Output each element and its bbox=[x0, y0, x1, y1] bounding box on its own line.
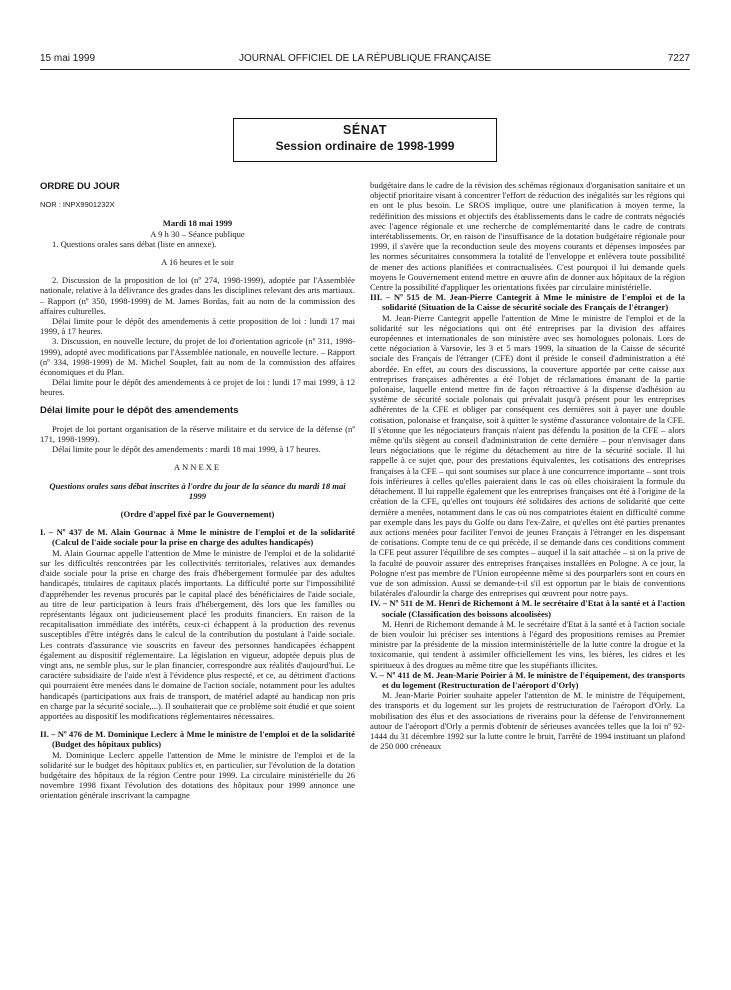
left-column-paragraph: Délai limite pour le dépôt des amendements : mardi 18 mai 1999, à 17 heures. bbox=[52, 444, 321, 455]
right-column-paragraph: budgétaire dans le cadre de la révision des schémas régionaux d'organisation sanitaire et un objectif prioritaire visant à concentrer l'effort de réduction des inégalités sur les régions qui en ont le plus besoin. Le SROS implique, outre une planification à moyen terme, la redéfinition des missions et objectifs des établissements dans le cadre de contrats négociés avec l'agence régionale et une recherche de complémentarité dans le cadre de contrats interétablissements. Or, en raison de l'insuffisance de la dotation budgétaire régionale pour 1999, il s'avère que la reconduction seule des moyens courants et dépenses imposées par les normes sécuritaires consommera la totalité de l'enveloppe et enlèvera toute possibilité de mener des actions planifiées et contractualisées. C'est pourquoi il lui demande quels moyens le Gouvernement entend mettre en œuvre afin de donner aux hôpitaux de la région Centre la possibilité d'appliquer les orientations fixées par circulaire ministérielle. bbox=[370, 180, 685, 293]
left-column-paragraph: Délai limite pour le dépôt des amendements à ce projet de loi : lundi 17 mai 1999, à 12 heures. bbox=[40, 377, 355, 398]
left-column-paragraph: A 9 h 30 – Séance publique bbox=[150, 228, 245, 239]
right-column-paragraph: M. Henri de Richemont demande à M. le secrétaire d'Etat à la santé et à l'action sociale de bien vouloir lui préciser ses intentions à l'égard des propositions remises au Premier ministre par la présidente de la mission interministérielle de la lutte contre la drogue et la toxicomanie, qui tendent à assimiler officiellement les vins, les bières, les cidres et les spiritueux à des drogues au même titre que les stupéfiants illicites. bbox=[370, 618, 685, 670]
left-column-paragraph: Mardi 18 mai 1999 bbox=[162, 218, 233, 229]
left-column-paragraph: NOR : INPX9901232X bbox=[40, 200, 115, 210]
left-column-paragraph: 1. Questions orales sans débat (liste en annexe). bbox=[52, 238, 217, 249]
right-column-paragraph: M. Jean-Marie Poirier souhaite appeler l'attention de M. le ministre de l'équipement, des transports et du logement sur les projets de restructuration de l'aéroport d'Orly. La mobilisation des élus et des associations de riverains pour la défense de l'environnement autour de l'aéroport d'Orly a permis d'obtenir de sérieuses avancées telles que la loi nº 92-1444 du 31 décembre 1992 sur la lutte contre le bruit, l'arrêté de 1994 instituant un plafond de 250 000 créneaux bbox=[370, 690, 685, 752]
header-page-number: 7227 bbox=[667, 53, 690, 64]
right-column-paragraph: IV. – Nº 511 de M. Henri de Richemont à M. le secrétaire d'Etat à la santé et à l'action sociale (Classification des boissons alcoolisées) bbox=[370, 598, 685, 619]
header-journal-title: JOURNAL OFFICIEL DE LA RÉPUBLIQUE FRANÇAISE bbox=[238, 53, 492, 64]
title-box bbox=[233, 118, 497, 162]
left-column-paragraph: Délai limite pour le dépôt des amendements à cette proposition de loi : lundi 17 mai 1999, à 17 heures. bbox=[40, 316, 355, 337]
left-column-paragraph: ANNEXE bbox=[173, 462, 222, 473]
left-column-paragraph: Projet de loi portant organisation de la réserve militaire et du service de la défense (nº 171, 1998-1999). bbox=[40, 423, 355, 445]
left-column-paragraph: Questions orales sans débat inscrites à l'ordre du jour de la séance du mardi 18 mai 1999 bbox=[49, 480, 346, 501]
header-date: 15 mai 1999 bbox=[40, 53, 96, 64]
left-column-paragraph: Délai limite pour le dépôt des amendements bbox=[40, 404, 239, 416]
left-column-paragraph: ORDRE DU JOUR bbox=[40, 181, 120, 192]
header-rule bbox=[40, 69, 690, 70]
right-column-paragraph: V. – Nº 411 de M. Jean-Marie Poirier à M. le ministre de l'équipement, des transports et du logement (Restructuration de l'aéroport d'Orly) bbox=[370, 669, 685, 690]
page-header bbox=[40, 53, 690, 67]
right-column-paragraph: III. – Nº 515 de M. Jean-Pierre Cantegrit à Mme le ministre de l'emploi et de la solidarité (Situation de la Caisse de sécurité sociale des Français de l'étranger) bbox=[370, 292, 685, 313]
left-column-paragraph: M. Dominique Leclerc appelle l'attention de Mme le ministre de l'emploi et de la solidarité sur le budget des hôpitaux publics et, en particulier, sur l'évolution de la dotation budgétaire des hôpitaux de la région Centre pour 1999. La circulaire ministérielle du 26 novembre 1998 fixant l'évolution des dotations des hôpitaux pour 1999 annonce une orientation générale inscrivant la campagne bbox=[40, 749, 355, 801]
right-column-paragraph: M. Jean-Pierre Cantegrit appelle l'attention de Mme le ministre de l'emploi et de la solidarité sur les négociations qui ont été entreprises par la division des affaires européennes et internationales de son ministère avec ses homologues polonais. Lors de cette négociation à Varsovie, les 3 et 5 mars 1999, la situation de la Caisse de sécurité sociale des Français de l'étranger (CFE) dont il préside le conseil d'administration a été abordée. En effet, au cours des discussions, la couverture apportée par cette caisse aux entreprises françaises adhérentes a été l'objet de réclamations émanant de la partie polonaise, laquelle entend mettre fin de façon rétroactive à la dispense d'adhésion au système de sécurité sociale polonais qui prévalait jusqu'à présent pour les entreprises adhérentes de la CFE et obliger par conséquent ces dernières soit à payer une double cotisation, polonaise et française, soit à quitter le système d'assurance volontaire de la CFE. Il s'étonne que les négociateurs français n'aient pas défendu la position de la CFE – alors même qu'ils siègent au conseil d'administration de cette dernière – pour n'envisager dans leurs négociations que le régime du détachement au titre de la sécurité sociale. Il lui rappelle à ce sujet que, pour des prestations équivalentes, les cotisations des entreprises françaises à la CFE – qui sont soumises sur place à une concurrence importante – sont trois fois inférieures à celles qu'elles paieraient dans le cas où elles choisiraient la formule du détachement. Il lui rappelle également que les entreprises françaises ont été à l'origine de la création de la CFE, qu'elles ont toujours été solidaires des actions de solidarité que cette dernière a menées, notamment dans le cas où nos compatriotes étaient en difficulté comme par exemple dans les pays du Golfe ou dans l'ex-Zaïre, et qu'elles ont été parties prenantes aux actions menées pour faciliter l'envoi de jeunes Français à l'étranger en les dispensant de cotisations. Compte tenu de ce qui précède, il se demande dans ces conditions comment la CFE peut assurer l'équilibre de ses comptes – auquel il la sait attachée – si on la prive de la faculté de pouvoir assurer des entreprises françaises installées en Pologne. A ce jour, la Pologne n'est pas membre de l'Union européenne même si des pourparlers sont en cours en vue de son admission. Aussi se demande-t-il s'il est opportun par le biais de conventions bilatérales d'alourdir la charge des entreprises qui œuvrent pour notre pays. bbox=[370, 312, 685, 599]
left-column bbox=[40, 182, 355, 966]
left-column-paragraph: 2. Discussion de la proposition de loi (nº 274, 1998-1999), adoptée par l'Assemblée nationale, relative à la délivrance des grades dans les disciplines relevant des arts martiaux. – Rapport (nº 350, 1998-1999) de M. James Bordas, fait au nom de la commission des affaires culturelles. bbox=[40, 275, 355, 316]
left-column-paragraph: I. – Nº 437 de M. Alain Gournac à Mme le ministre de l'emploi et de la solidarité (Calcul de l'aide sociale pour la prise en charge des adultes handicapés) bbox=[40, 527, 355, 548]
left-column-paragraph: II. – Nº 476 de M. Dominique Leclerc à Mme le ministre de l'emploi et de la solidarité (Budget des hôpitaux publics) bbox=[40, 729, 355, 750]
left-column-paragraph: 3. Discussion, en nouvelle lecture, du projet de loi d'orientation agricole (nº 311, 1998-1999), adopté avec modifications par l'Assemblée nationale, en nouvelle lecture. – Rapport (nº 334, 1998-1999) de M. Michel Souplet, fait au nom de la commission des affaires économiques et du Plan. bbox=[40, 336, 355, 378]
subtitle: Session ordinaire de 1998-1999 bbox=[275, 139, 455, 153]
left-column-paragraph: A 16 heures et le soir bbox=[161, 257, 234, 268]
right-column bbox=[370, 180, 685, 980]
title: SÉNAT bbox=[343, 123, 387, 137]
left-column-paragraph: (Ordre d'appel fixé par le Gouvernement) bbox=[120, 509, 275, 520]
left-column-paragraph: M. Alain Gournac appelle l'attention de Mme le ministre de l'emploi et de la solidarité sur les difficultés rencontrées par les collectivités territoriales, relatives aux demandes d'aide sociale pour la prise en charge des frais d'hébergement formulée par des adultes handicapés, titulaires de capitaux placés importants. La difficulté porte sur l'impossibilité d'appréhender les revenus procurés par le capital placé des bénéficiaires de l'aide sociale, au titre de leur participation à leurs frais d'hébergement, dès lors que les familles ou représentants légaux ont judicieusement placé les produits financiers. En raison de la recapitalisation immédiate des intérêts, ceux-ci échappent à la production des revenus susceptibles d'être intégrés dans le calcul de la contribution du postulant à l'aide sociale. Les contrats d'assurance vie souscrits en faveur des personnes handicapées échappent également au dispositif réglementaire. La législation en vigueur, adoptée depuis plus de vingt ans, ne semble plus, sur le plan financier, correspondre aux réalités d'aujourd'hui. Le caractère subsidiaire de l'aide n'est à l'évidence plus respecté, et ce, au détriment d'actions qui pourraient être menées dans le domaine de l'action sociale, notamment pour les adultes handicapés (participations aux frais de transport, de matériel adapté au handicap non pris en charge par la sécurité sociale,...). Il souhaiterait que ce problème soit étudié et que soient apportées au dispositif les modifications réglementaires nécessaires. bbox=[40, 547, 355, 721]
